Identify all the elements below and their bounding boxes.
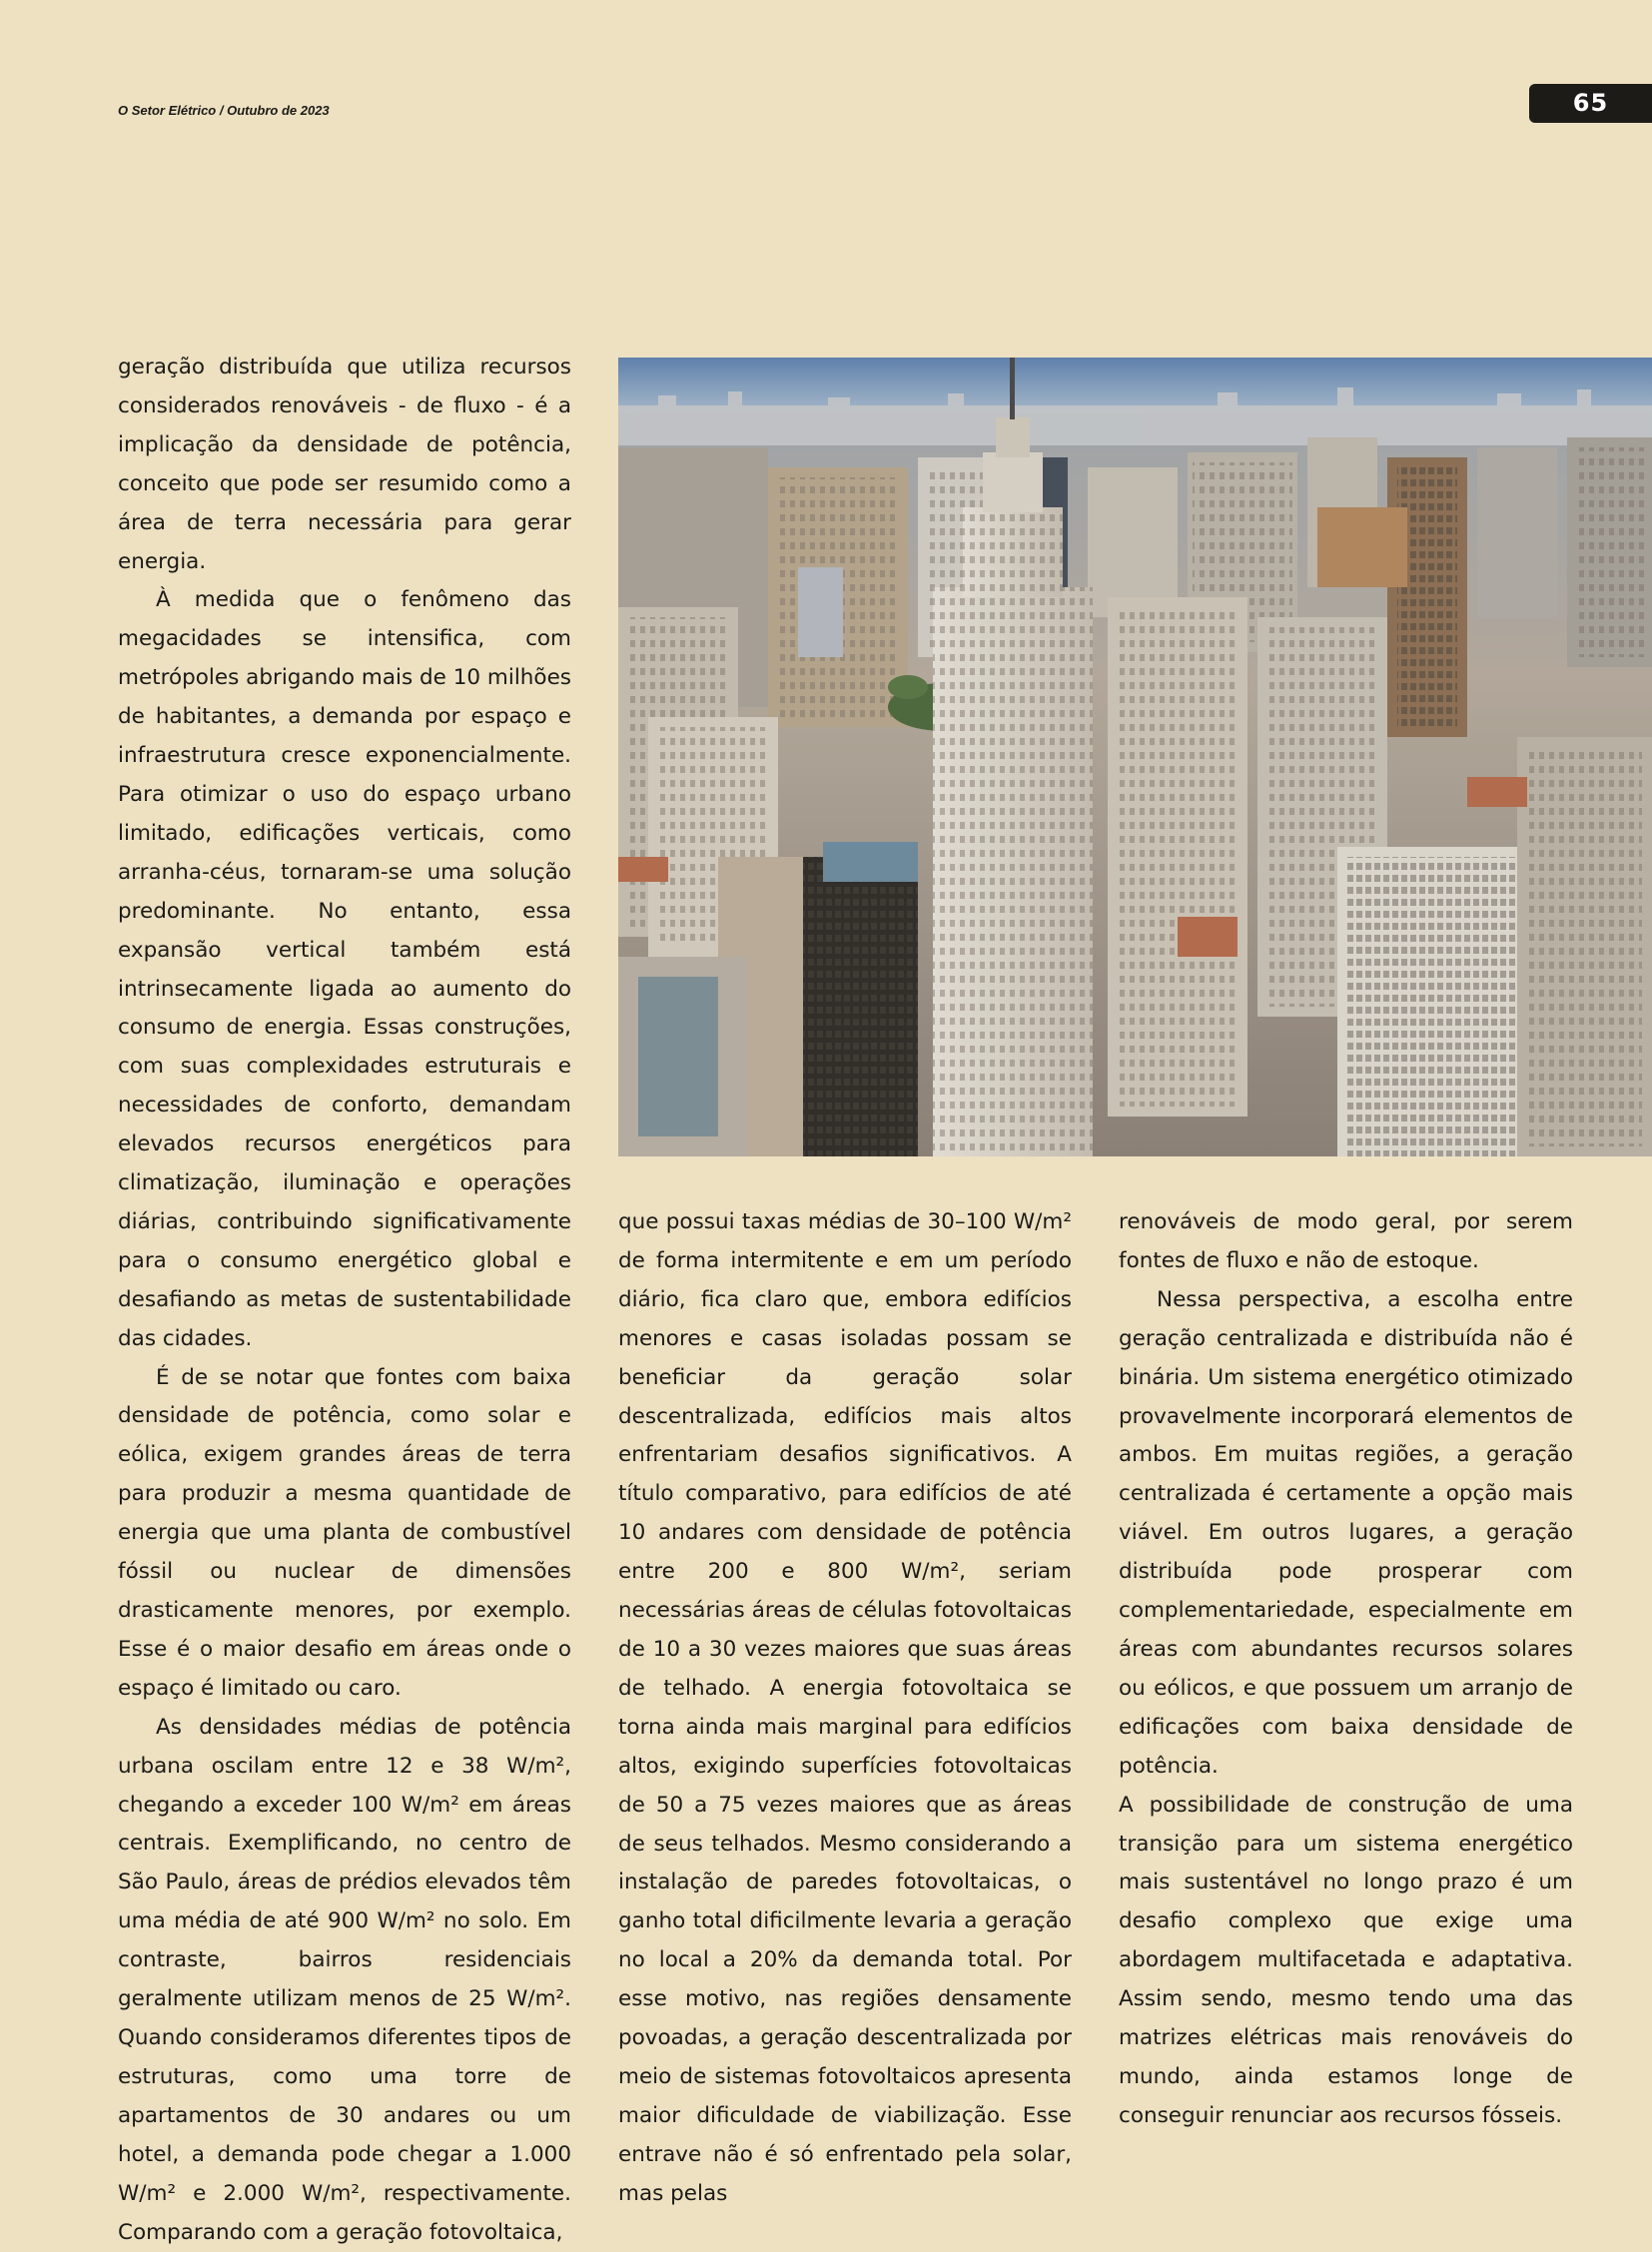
article-column-1 bbox=[118, 349, 571, 2252]
city-skyline-photo bbox=[618, 358, 1652, 1156]
paragraph: geração distribuída que utiliza recursos considerados renováveis - de fluxo - é a implicação da densidade de potência, conceito que pode ser resumido como a área de terra necessária para gerar energia. bbox=[118, 355, 571, 574]
paragraph: Nessa perspectiva, a escolha entre geração centralizada e distribuída não é binária. Um sistema energético otimizado provavelmente incorporará elementos de ambos. Em muitas regiões, a geração centralizada é certamente a opção mais viável. Em outros lugares, a geração distribuída pode prosperar com complementariedade, especialmente em áreas com abundantes recursos solares ou eólicos, e que possuem um arranjo de edificações com baixa densidade de potência. bbox=[1119, 1286, 1573, 1779]
article-column-2 bbox=[618, 1203, 1072, 2214]
paragraph: À medida que o fenômeno das megacidades se intensifica, com metrópoles abrigando mais de 10 milhões de habitantes, a demanda por espaço e infraestrutura cresce exponencialmente. Para otimizar o uso do espaço urbano limitado, edificações verticais, como arranha-céus, tornaram-se uma solução predominante. No entanto, essa expansão vertical também está intrinsecamente ligada ao aumento do consumo de energia. Essas construções, com suas complexidades estruturais e necessidades de conforto, demandam elevados recursos energéticos para climatização, iluminação e operações diárias, contribuindo significativamente para o consumo energético global e desafiando as metas de sustentabilidade das cidades. bbox=[118, 587, 572, 1351]
article-column-3 bbox=[1119, 1203, 1573, 2136]
running-head: O Setor Elétrico / Outubro de 2023 bbox=[118, 103, 330, 118]
page-number: 65 bbox=[1529, 84, 1652, 123]
paragraph: As densidades médias de potência urbana oscilam entre 12 e 38 W/m², chegando a exceder 100 W/m² em áreas centrais. Exemplificando, no centro de São Paulo, áreas de prédios elevados têm uma média de até 900 W/m² no solo. Em contraste, bairros residenciais geralmente utilizam menos de 25 W/m². Quando consideramos diferentes tipos de estruturas, como uma torre de apartamentos de 30 andares ou um hotel, a demanda pode chegar a 1.000 W/m² e 2.000 W/m², respectivamente. Comparando com a geração fotovoltaica, bbox=[118, 1714, 571, 2245]
paragraph: A possibilidade de construção de uma transição para um sistema energético mais sustentável no longo prazo é um desafio complexo que exige uma abordagem multifacetada e adaptativa. Assim sendo, mesmo tendo uma das matrizes elétricas mais renováveis do mundo, ainda estamos longe de conseguir renunciar aos recursos fósseis. bbox=[1119, 1792, 1573, 2128]
paragraph: renováveis de modo geral, por serem fontes de fluxo e não de estoque. bbox=[1119, 1209, 1573, 1273]
paragraph: É de se notar que fontes com baixa densidade de potência, como solar e eólica, exigem grandes áreas de terra para produzir a mesma quantidade de energia que uma planta de combustível fóssil ou nuclear de dimensões drasticamente menores, por exemplo. Esse é o maior desafio em áreas onde o espaço é limitado ou caro. bbox=[118, 1364, 571, 1701]
paragraph: que possui taxas médias de 30–100 W/m² de forma intermitente e em um período diário, fica claro que, embora edifícios menores e casas isoladas possam se beneficiar da geração solar descentralizada, edifícios mais altos enfrentariam desafios significativos. A título comparativo, para edifícios de até 10 andares com densidade de potência entre 200 e 800 W/m², seriam necessárias áreas de células fotovoltaicas de 10 a 30 vezes maiores que suas áreas de telhado. A energia fotovoltaica se torna ainda mais marginal para edifícios altos, exigindo superfícies fotovoltaicas de 50 a 75 vezes maiores que as áreas de seus telhados. Mesmo considerando a instalação de paredes fotovoltaicas, o ganho total dificilmente levaria a geração no local a 20% da demanda total. Por esse motivo, nas regiões densamente povoadas, a geração descentralizada por meio de sistemas fotovoltaicos apresenta maior dificuldade de viabilização. Esse entrave não é só enfrentado pela solar, mas pelas bbox=[618, 1209, 1072, 2206]
